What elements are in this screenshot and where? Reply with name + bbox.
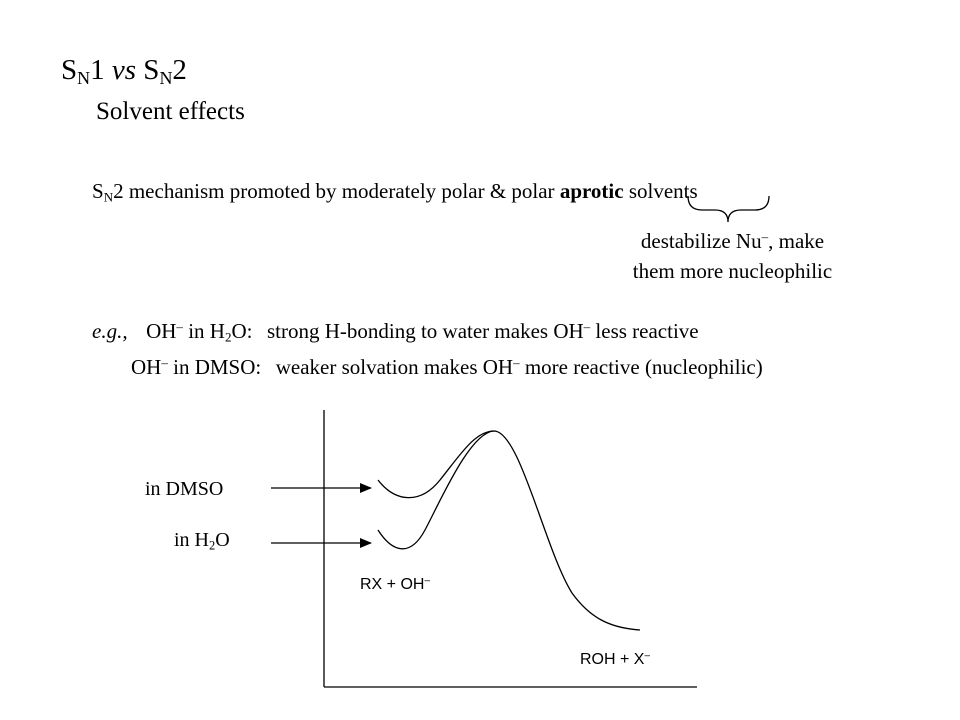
example-dmso-desc-sup: – [513,354,520,370]
curly-brace [688,196,769,222]
label-reactants-text: RX + OH [360,576,425,593]
title-sub-n2: N [159,68,173,89]
water-energy-curve [378,431,494,549]
label-reactants-sup: – [424,575,430,587]
brace-note-line1-b: , make [768,229,825,253]
title-two: 2 [172,54,187,86]
example-dmso-solvent: in DMSO: [167,355,262,379]
brace-note-line2: them more nucleophilic [632,259,833,283]
example-prefix: e.g., [92,319,128,343]
title-s1: S [61,54,78,86]
statement-rest: 2 mechanism promoted by moderately polar & polar [113,179,555,203]
example-dmso-desc-a: weaker solvation makes OH [275,355,514,379]
example-water-desc-a: strong H-bonding to water makes OH [266,319,584,343]
brace-note-line1-a: destabilize Nu [640,229,762,253]
example-water-solvent-a: in H [182,319,225,343]
statement-s: S [92,179,104,203]
title-sub-n1: N [77,68,91,89]
example-water-desc-b: less reactive [590,319,699,343]
label-in-dmso: in DMSO [145,478,224,500]
example-dmso-desc-b: more reactive (nucleophilic) [519,355,763,379]
label-in-water [174,529,230,552]
brace-note-line1-sup: – [761,228,769,244]
example-water-ion: OH [146,319,177,343]
slide-subtitle: Solvent effects [96,98,245,125]
statement-aprotic: aprotic [559,179,624,203]
statement-sub-n: N [103,189,114,205]
example-water-desc-sup: – [583,318,591,334]
statement-end: solvents [628,179,698,203]
label-products-sup: – [644,650,650,662]
example-water-ion-sup: – [176,318,183,334]
label-reactants [360,576,430,594]
label-in-water-sub: 2 [209,538,216,553]
example-water-solvent-sub: 2 [224,329,232,345]
title-vs: vs [111,54,137,86]
example-dmso-ion-sup: – [161,354,168,370]
example-dmso-ion: OH [131,355,162,379]
label-products-text: ROH + X [580,651,645,668]
title-s2: S [143,54,160,86]
example-water-solvent-b: O: [231,319,253,343]
label-products [580,651,650,669]
title-one: 1 [90,54,105,86]
label-in-water-b: O [215,529,230,551]
label-in-water-a: in H [174,529,209,551]
dmso-energy-curve [378,431,640,630]
